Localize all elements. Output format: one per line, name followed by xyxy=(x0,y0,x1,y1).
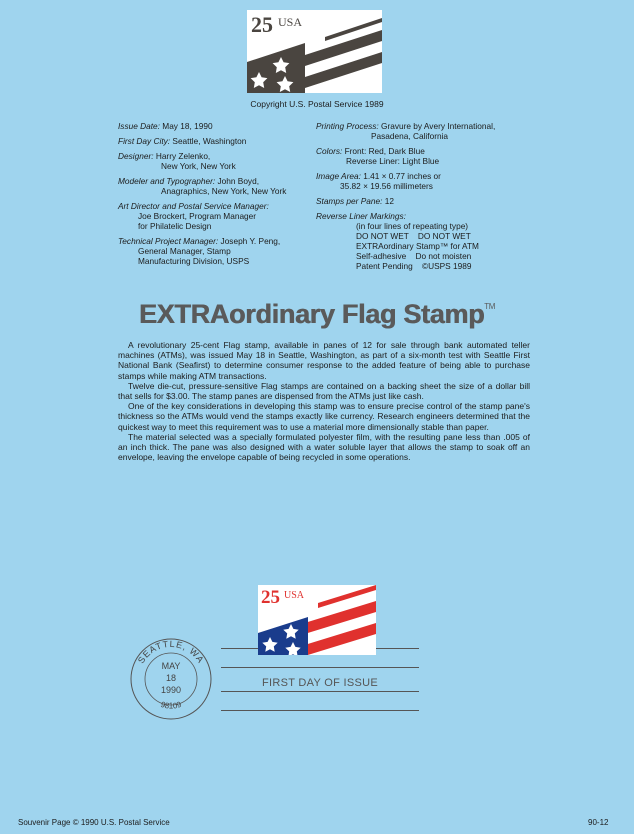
printing-location: Pasadena, California xyxy=(371,131,449,141)
stamps-per-pane-label: Stamps per Pane: xyxy=(316,196,383,206)
stamps-per-pane: 12 xyxy=(384,196,394,206)
paragraph: Twelve die-cut, pressure-sensitive Flag stamps are contained on a backing sheet the size of a dollar bill that sells for $3.00. The stamp panes are dispensed from the ATMs just like cash. xyxy=(118,380,530,402)
bottom-stamp-image xyxy=(258,585,376,655)
postmark-zip: 98109 xyxy=(159,699,183,711)
stamp-country: USA xyxy=(278,15,303,29)
colors-liner: Reverse Liner: Light Blue xyxy=(346,156,440,166)
details-left xyxy=(118,121,318,271)
liner-line-4: Self-adhesive Do not moisten xyxy=(356,251,472,261)
postmark-city: SEATTLE, WA xyxy=(135,638,207,666)
footer-page-number: 90-12 xyxy=(588,818,609,827)
image-area-mm: 35.82 × 19.56 millimeters xyxy=(340,181,433,191)
wavy-line xyxy=(221,710,419,711)
postmark xyxy=(129,637,213,721)
art-director-name: Joe Brockert, Program Manager xyxy=(138,211,257,221)
postmark-year: 1990 xyxy=(160,685,182,695)
description-text xyxy=(118,340,530,462)
tech-manager-division: Manufacturing Division, USPS xyxy=(138,256,250,266)
tech-manager-label: Technical Project Manager: xyxy=(118,236,219,246)
page-title xyxy=(0,299,634,330)
stamp-country: USA xyxy=(284,590,305,601)
paragraph: One of the key considerations in developing this stamp was to ensure precise control of the stamp pane's thickness so the ATMs would vend the stamps exactly like currency. Research engineers determined that the quickest way to meet this requirement was to use a material more dimensionally stable than paper. xyxy=(118,401,530,432)
tech-manager-name: Joseph Y. Peng, xyxy=(220,236,281,246)
stamp-canton xyxy=(258,617,308,655)
art-director-label: Art Director and Postal Service Manager: xyxy=(118,201,269,211)
postmark-day: 18 xyxy=(165,673,176,683)
copyright-line: Copyright U.S. Postal Service 1989 xyxy=(250,99,384,109)
printing-process: Gravure by Avery International, xyxy=(381,121,496,131)
modeler-company: Anagraphics, New York, New York xyxy=(161,186,287,196)
liner-label: Reverse Liner Markings: xyxy=(316,211,406,221)
city-label: First Day City: xyxy=(118,136,171,146)
modeler-name: John Boyd, xyxy=(217,176,259,186)
footer-credit: Souvenir Page © 1990 U.S. Postal Service xyxy=(18,818,170,827)
title-text: EXTRAordinary Flag Stamp xyxy=(138,299,485,329)
first-day-of-issue: FIRST DAY OF ISSUE xyxy=(262,677,379,689)
liner-line-5: Patent Pending ©USPS 1989 xyxy=(356,261,472,271)
liner-line-3: EXTRAordinary Stamp™ for ATM xyxy=(356,241,479,251)
trademark-mark: TM xyxy=(484,302,496,311)
details-right xyxy=(316,121,546,276)
modeler-label: Modeler and Typographer: xyxy=(118,176,216,186)
svg-text:98109 xyxy=(159,700,183,711)
stamp-stripes xyxy=(298,585,376,655)
paragraph: A revolutionary 25-cent Flag stamp, available in panes of 12 for sale through bank automated teller machines (ATMs), was issued May 18 in Seattle, Washington, as part of a six-month test with Seattle First National Bank (Seafirst) to determine consumer response to the added feature of being able to purchase stamps while making ATM transactions. xyxy=(118,340,530,381)
wavy-line xyxy=(221,691,419,692)
liner-line-2: DO NOT WET DO NOT WET xyxy=(356,231,471,241)
printing-label: Printing Process: xyxy=(316,121,379,131)
stamp-denomination: 25 xyxy=(251,12,273,37)
designer-location: New York, New York xyxy=(161,161,236,171)
image-area-label: Image Area: xyxy=(316,171,361,181)
liner-line-1: (in four lines of repeating type) xyxy=(356,221,469,231)
designer-label: Designer: xyxy=(118,151,154,161)
first-day-city: Seattle, Washington xyxy=(172,136,247,146)
colors-label: Colors: xyxy=(316,146,343,156)
tech-manager-title: General Manager, Stamp xyxy=(138,246,231,256)
image-area-inches: 1.41 × 0.77 inches or xyxy=(363,171,441,181)
stamp-stripes xyxy=(305,18,382,88)
issue-date: May 18, 1990 xyxy=(162,121,213,131)
postmark-month: MAY xyxy=(161,661,181,671)
stamp-denomination: 25 xyxy=(261,587,280,608)
designer-name: Harry Zelenko, xyxy=(155,151,211,161)
wavy-line xyxy=(221,667,419,668)
top-stamp-image xyxy=(247,10,382,93)
colors-front: Front: Red, Dark Blue xyxy=(344,146,425,156)
paragraph: The material selected was a specially formulated polyester film, with the resulting pane less than .005 of an inch thick. The pane was also designed with a water soluble layer that allows the stamp to soak off an envelope, leaving the envelope capable of being recycled in some operations. xyxy=(118,431,530,463)
issue-date-label: Issue Date: xyxy=(118,121,160,131)
art-director-role: for Philatelic Design xyxy=(138,221,212,231)
